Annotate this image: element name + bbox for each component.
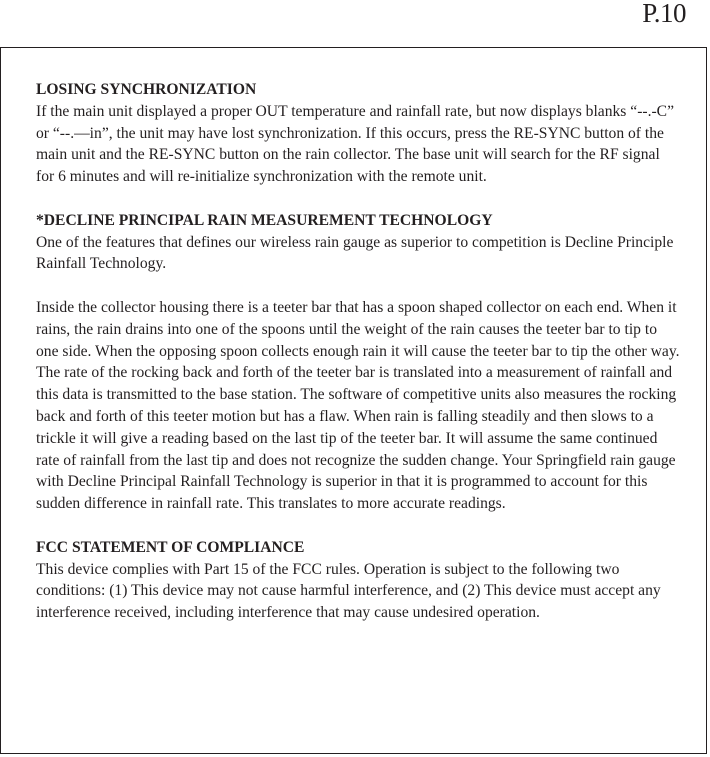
section-paragraph: This device complies with Part 15 of the FCC rules. Operation is subject to the following two conditions: (1) This device may not cause harmful interference, and (2) This device must accept any interference received, including interference that may cause undesired operation. — [36, 560, 661, 622]
section-heading: *DECLINE PRINCIPAL RAIN MEASUREMENT TECHNOLOGY — [36, 211, 493, 229]
section-paragraph: If the main unit displayed a proper OUT temperature and rainfall rate, but now displays blanks “--.-C” or “--.—in”, the unit may have lost synchronization. If this occurs, press the RE-SYNC button of the main unit and the RE-SYNC button on the rain collector. The base unit will search for the RF signal for 6 minutes and will re-initialize synchronization with the remote unit. — [36, 102, 674, 186]
section-losing-synchronization — [36, 79, 681, 188]
section-heading: LOSING SYNCHRONIZATION — [36, 81, 257, 98]
section-fcc-statement — [36, 537, 681, 624]
page-number: P.10 — [642, 0, 686, 28]
section-paragraph: Inside the collector housing there is a teeter bar that has a spoon shaped collector on each end. When it rains, the rain drains into one of the spoons until the weight of the rain causes the teeter bar to tip to one side. When the opposing spoon collects enough rain it will cause the teeter bar to tip the other way. The rate of the rocking back and forth of the teeter bar is translated into a measurement of rainfall and this data is transmitted to the base station. The software of competitive units also measures the rocking back and forth of this teeter motion but has a flaw. When rain is falling steadily and then slows to a trickle it will give a reading based on the last tip of the teeter bar. It will assume the same continued rate of rainfall from the last tip and does not recognize the sudden change. Your Springfield rain gauge with Decline Principal Rainfall Technology is superior in that it is programmed to account for this sudden difference in rainfall rate. This translates to more accurate readings. — [36, 298, 680, 513]
section-paragraph: One of the features that defines our wireless rain gauge as superior to competition is Decline Principle Rainfall Technology. — [36, 233, 674, 273]
section-heading: FCC STATEMENT OF COMPLIANCE — [36, 538, 305, 556]
document-body — [36, 79, 681, 646]
section-decline-technology — [36, 210, 681, 515]
